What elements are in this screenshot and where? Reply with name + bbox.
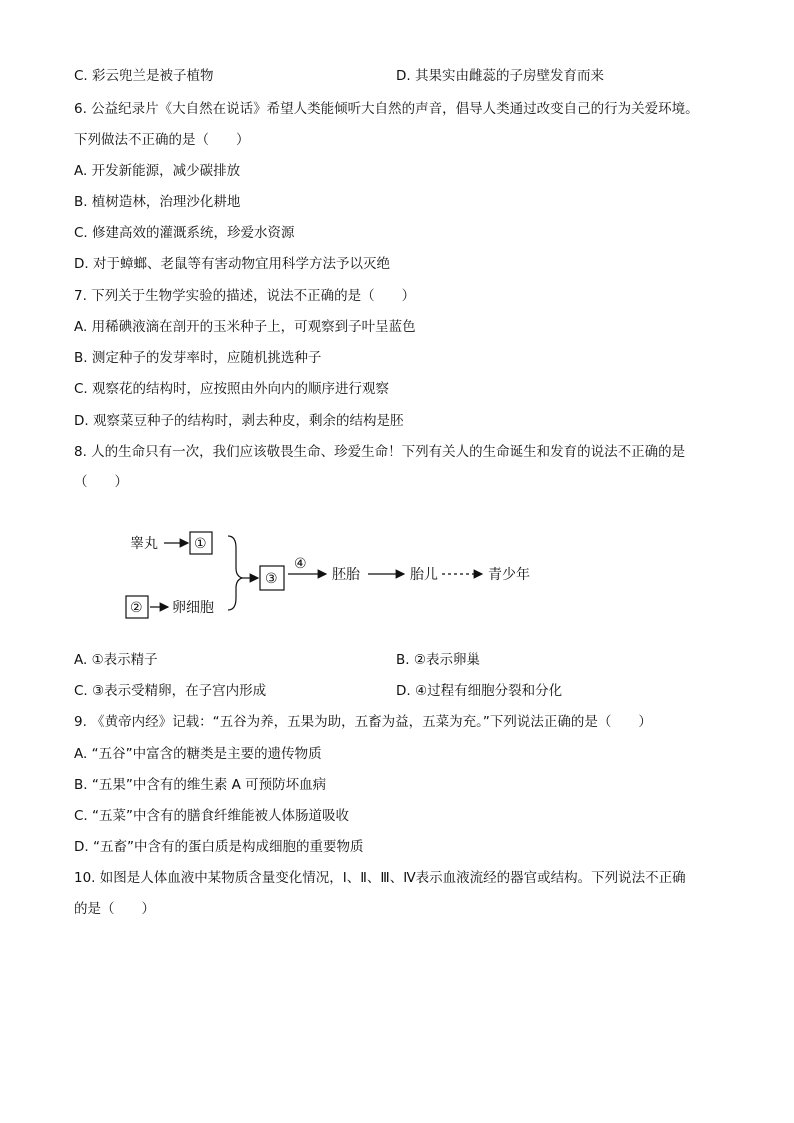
q9-option-c: C. “五菜”中含有的膳食纤维能被人体肠道吸收 — [74, 808, 349, 824]
process-4-label: ④ — [294, 556, 307, 572]
box-3-label: ③ — [265, 571, 278, 587]
egg-label: 卵细胞 — [172, 600, 214, 616]
q8-stem-line2: （ ） — [74, 474, 128, 490]
q5-option-d: D. 其果实由雌蕊的子房壁发育而来 — [396, 68, 604, 84]
q8-option-d: D. ④过程有细胞分裂和分化 — [396, 683, 563, 699]
q6-option-b: B. 植树造林，治理沙化耕地 — [74, 194, 241, 210]
q6-stem-line1: 6. 公益纪录片《大自然在说话》希望人类能倾听大自然的声音，倡导人类通过改变自己的行为关爱环境。 — [74, 101, 699, 117]
q8-option-b: B. ②表示卵巢 — [396, 652, 480, 668]
brace — [228, 536, 242, 610]
teen-label: 青少年 — [488, 567, 530, 583]
box-2-label: ② — [130, 600, 143, 616]
q9-option-b: B. “五果”中含有的维生素 A 可预防坏血病 — [74, 777, 327, 793]
q6-option-a: A. 开发新能源，减少碳排放 — [74, 163, 241, 179]
q7-option-b: B. 测定种子的发芽率时，应随机挑选种子 — [74, 350, 322, 366]
q6-option-c: C. 修建高效的灌溉系统，珍爱水资源 — [74, 225, 295, 241]
box-1-label: ① — [194, 536, 207, 552]
fetus-label: 胎儿 — [410, 567, 438, 583]
q10-stem-line1: 10. 如图是人体血液中某物质含量变化情况，Ⅰ、Ⅱ、Ⅲ、Ⅳ表示血液流经的器官或结构。下列说法不正确 — [74, 870, 686, 886]
q9-stem: 9. 《黄帝内经》记载：“五谷为养，五果为助，五畜为益，五菜为充。”下列说法正确的是（ ） — [74, 714, 652, 730]
q9-option-d: D. “五畜”中含有的蛋白质是构成细胞的重要物质 — [74, 839, 364, 855]
q8-option-a: A. ①表示精子 — [74, 652, 158, 668]
testis-label: 睾丸 — [130, 536, 158, 552]
q5-option-c: C. 彩云兜兰是被子植物 — [74, 68, 214, 84]
q9-option-a: A. “五谷”中富含的糖类是主要的遗传物质 — [74, 746, 322, 762]
fertilization-diagram — [120, 522, 560, 632]
q7-option-c: C. 观察花的结构时，应按照由外向内的顺序进行观察 — [74, 381, 390, 397]
q8-stem-line1: 8. 人的生命只有一次，我们应该敬畏生命、珍爱生命！下列有关人的生命诞生和发育的说法不正确的是 — [74, 444, 686, 460]
embryo-label: 胚胎 — [332, 567, 360, 583]
q7-option-a: A. 用稀碘液滴在剖开的玉米种子上，可观察到子叶呈蓝色 — [74, 319, 416, 335]
q7-option-d: D. 观察菜豆种子的结构时，剥去种皮，剩余的结构是胚 — [74, 413, 404, 429]
q6-option-d: D. 对于蟑螂、老鼠等有害动物宜用科学方法予以灭绝 — [74, 256, 390, 272]
q10-stem-line2: 的是（ ） — [74, 901, 155, 917]
q7-stem: 7. 下列关于生物学实验的描述，说法不正确的是（ ） — [74, 288, 416, 304]
q8-option-c: C. ③表示受精卵，在子宫内形成 — [74, 683, 267, 699]
q6-stem-line2: 下列做法不正确的是（ ） — [74, 132, 250, 148]
